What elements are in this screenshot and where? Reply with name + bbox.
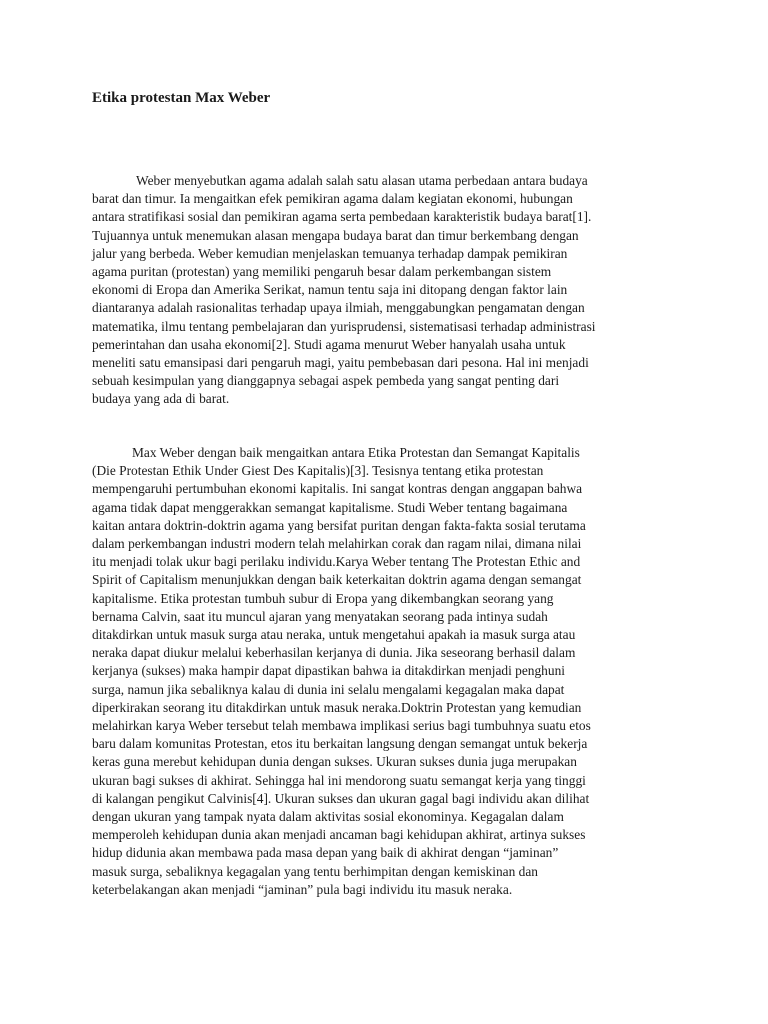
paragraph-2-line: neraka dapat diukur melalui keberhasilan kerjanya di dunia. Jika seseorang berhasil dalam: [92, 645, 576, 661]
paragraph-1-line: barat dan timur. Ia mengaitkan efek pemikiran agama dalam kegiatan ekonomi, hubungan: [92, 191, 573, 207]
paragraph-1-line: matematika, ilmu tentang pembelajaran dan yurisprudensi, sistematisasi terhadap administrasi: [92, 318, 596, 334]
paragraph-2-line: keterbelakangan akan menjadi “jaminan” pula bagi individu itu masuk neraka.: [92, 881, 513, 897]
paragraph-2-line: Spirit of Capitalism menunjukkan dengan baik keterkaitan doktrin agama dengan semangat: [92, 572, 582, 588]
paragraph-2-line: agama tidak dapat menggerakkan semangat kapitalisme. Studi Weber tentang bagaimana: [92, 499, 568, 515]
paragraph-1-line: budaya yang ada di barat.: [92, 391, 230, 407]
paragraph-2-line: baru dalam komunitas Protestan, etos itu berkaitan langsung dengan semangat untuk bekerja: [92, 736, 588, 752]
paragraph-1: [92, 172, 680, 409]
paragraph-1-line: jalur yang berbeda. Weber kemudian menjelaskan temuanya terhadap dampak pemikiran: [92, 245, 568, 261]
paragraph-2-line: masuk surga, sebaliknya kegagalan yang tentu berhimpitan dengan kemiskinan dan: [92, 863, 538, 879]
paragraph-2-line: keras guna merebut kehidupan dunia dengan sukses. Ukuran sukses dunia juga merupakan: [92, 754, 577, 770]
paragraph-2-line: Max Weber dengan baik mengaitkan antara Etika Protestan dan Semangat Kapitalis: [132, 445, 580, 460]
paragraph-2-line: melahirkan karya Weber tersebut telah membawa implikasi serius bagi tumbuhnya suatu etos: [92, 718, 591, 734]
paragraph-2-line: itu menjadi tolak ukur bagi perilaku individu.Karya Weber tentang The Protestan Ethic and: [92, 554, 581, 570]
paragraph-2-line: (Die Protestan Ethik Under Giest Des Kapitalis)[3]. Tesisnya tentang etika protestan: [92, 463, 544, 479]
paragraph-1-line: agama puritan (protestan) yang memiliki pengaruh besar dalam perkembangan sistem: [92, 264, 552, 280]
paragraph-1-line: antara stratifikasi sosial dan pemikiran agama serta pembedaan karakteristik budaya barat[1].: [92, 209, 592, 225]
paragraph-2-line: kapitalisme. Etika protestan tumbuh subur di Eropa yang dikembangkan seorang yang: [92, 590, 554, 606]
paragraph-2-line: diperkirakan seorang itu ditakdirkan untuk masuk neraka.Doktrin Protestan yang kemudian: [92, 699, 582, 715]
paragraph-2-line: dengan ukuran yang tampak nyata dalam aktivitas sosial ekonominya. Kegagalan dalam: [92, 809, 564, 825]
paragraph-2-line: mempengaruhi pertumbuhan ekonomi kapitalis. Ini sangat kontras dengan anggapan bahwa: [92, 481, 583, 497]
document-title: Etika protestan Max Weber: [92, 90, 271, 106]
paragraph-2-line: ukuran bagi sukses di akhirat. Sehingga hal ini mendorong suatu semangat kerja yang tinggi: [92, 772, 586, 788]
paragraph-1-line: diantaranya adalah rasionalitas terhadap upaya ilmiah, menggabungkan pengamatan dengan: [92, 300, 585, 316]
paragraph-2-line: di kalangan pengikut Calvinis[4]. Ukuran sukses dan ukuran gagal bagi individu akan dilihat: [92, 790, 590, 806]
paragraph-2-line: kerjanya (sukses) maka hampir dapat dipastikan bahwa ia ditakdirkan menjadi penghuni: [92, 663, 565, 679]
paragraph-1-line: ekonomi di Eropa dan Amerika Serikat, namun tentu saja ini ditopang dengan faktor lain: [92, 282, 568, 298]
paragraph-1-line: Tujuannya untuk menemukan alasan mengapa budaya barat dan timur berkembang dengan: [92, 227, 579, 243]
paragraph-1-line: sebuah kesimpulan yang dianggapnya sebagai aspek pembeda yang sangat penting dari: [92, 373, 560, 389]
paragraph-1-line: pemerintahan dan usaha ekonomi[2]. Studi agama menurut Weber hanyalah usaha untuk: [92, 336, 566, 352]
paragraph-2-line: bernama Calvin, saat itu muncul ajaran yang menyatakan seorang pada intinya sudah: [92, 608, 548, 624]
paragraph-2-line: surga, namun jika sebaliknya kalau di dunia ini selalu mengalami kegagalan maka dapat: [92, 681, 565, 697]
paragraph-2-line: memperoleh kehidupan dunia akan menjadi ancaman bagi kehidupan akhirat, artinya sukses: [92, 827, 586, 843]
paragraph-2: [92, 444, 680, 899]
paragraph-2-line: ditakdirkan untuk masuk surga atau neraka, untuk mengetahui apakah ia masuk surga atau: [92, 627, 576, 643]
paragraph-2-line: hidup didunia akan membawa pada masa depan yang baik di akhirat dengan “jaminan”: [92, 845, 559, 861]
paragraph-2-line: dalam perkembangan industri modern telah melahirkan corak dan ragam nilai, dimana nilai: [92, 536, 582, 552]
paragraph-1-line: meneliti satu emansipasi dari pengaruh magi, yaitu pembebasan dari pesona. Hal ini menjadi: [92, 355, 589, 371]
paragraph-2-line: kaitan antara doktrin-doktrin agama yang bersifat puritan dengan fakta-fakta sosial terutama: [92, 517, 586, 533]
paragraph-1-line: Weber menyebutkan agama adalah salah satu alasan utama perbedaan antara budaya: [136, 173, 588, 188]
